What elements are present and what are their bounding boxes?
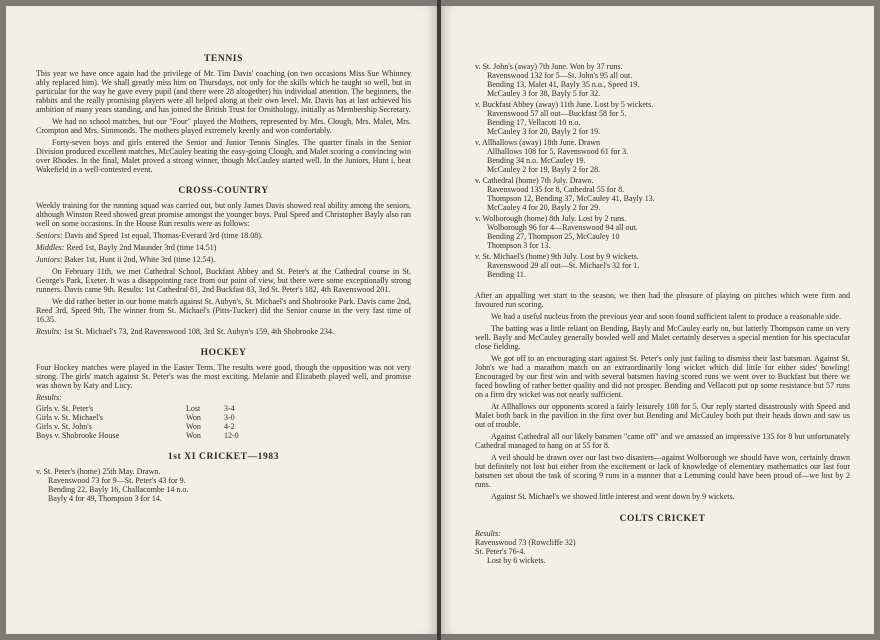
match-line: Ravenswood 57 all out—Buckfast 58 for 5.: [487, 109, 627, 118]
match-header: v. St. Peter's (home) 25th May. Drawn.: [36, 467, 161, 476]
hockey-result: Won: [186, 431, 201, 440]
match-header: v. Allhallows (away) 18th June. Drawn: [475, 138, 601, 147]
colts-results-label: Results:: [475, 529, 501, 538]
colts-line: St. Peter's 76-4.: [475, 547, 526, 556]
hockey-team: Girls v. St. Peter's: [36, 404, 94, 413]
colts-cricket-heading: COLTS CRICKET: [619, 514, 706, 524]
match-line: Bayly 4 for 49, Thompson 3 for 14.: [48, 494, 162, 503]
hockey-result: Won: [186, 422, 201, 431]
left-page: [6, 6, 437, 634]
hockey-results-label: Results:: [36, 393, 62, 402]
match-line: Ravenswood 132 for 5—St. John's 95 all out.: [487, 71, 633, 80]
hockey-team: Girls v. St. John's: [36, 422, 92, 431]
report-paragraph: After an appalling wet start to the season, we then had the pleasure of playing on pitches which were firm and favoured run scoring.: [475, 291, 850, 309]
tennis-paragraph-1: This year we have once again had the privilege of Mr. Tim Davis' coaching (on two occasions Miss Sue Whinney ably replaced him). We shall greatly miss him on Thursdays, not only for the skills which he taught so well, but in particular for the way he gave every pupil (and there were 28 altogether) his individual attention. The beginners, the rabbits and the really promising players were all helped along at their own level. Mr. Davis has at last achieved his ambition of many years standing, and has joined the British Trust for Ornithology, initially as Membership Secretary.: [36, 69, 411, 114]
report-paragraph: A veil should be drawn over our last two disasters—against Wolborough we should have won, certainly drawn but definitely not lost but either from the excitement or lack of knowledge of elementary mathematics our last four batsmen set about the task of scoring 9 runs in a manner that a Lemming could have been proud of—we lost by 2 runs.: [475, 453, 850, 489]
match-header: v. St. Michael's (home) 9th July. Lost by 9 wickets.: [475, 252, 639, 261]
cricket-match-list: [475, 62, 850, 279]
match-line: Allhallows 108 for 5, Ravenswood 61 for 3.: [487, 147, 629, 156]
hockey-score: 3-0: [224, 413, 235, 422]
report-paragraph: Against St. Michael's we showed little interest and went down by 9 wickets.: [491, 492, 735, 501]
hockey-result: Lost: [186, 404, 201, 413]
match-buckfast: [475, 100, 850, 136]
first-xi-cricket-heading: 1st XI CRICKET—1983: [167, 452, 280, 462]
match-st-michaels: [475, 252, 850, 279]
seniors-label: Seniors:: [36, 231, 63, 240]
tennis-paragraph-2: We had no school matches, but our "Four" played the Mothers, represented by Mrs. Clough, Mrs. Malet, Mrs. Crompton and Mrs. Simmonds. The mothers played extremely keenly and won comfortably.: [36, 117, 411, 135]
middles-text: Reed 1st, Bayly 2nd Maunder 3rd (time 14.51): [64, 243, 217, 252]
juniors-label: Juniors:: [36, 255, 63, 264]
match-line: Bending 17, Vellacott 10 n.o.: [487, 118, 581, 127]
match-header: v. Wolborough (home) 8th July. Lost by 2 runs.: [475, 214, 627, 223]
first-xi-cricket-section: [36, 452, 411, 503]
hockey-results-table: [36, 404, 411, 440]
cross-country-results-label: Results:: [36, 327, 62, 336]
tennis-section: [36, 54, 411, 174]
match-line: Bending 11.: [487, 270, 526, 279]
right-page: [441, 6, 874, 634]
report-paragraph: We had a useful nucleus from the previous year and soon found sufficient talent to produce a reasonable side.: [491, 312, 841, 321]
match-line: Ravenswood 29 all out—St. Michael's 32 for 1.: [487, 261, 640, 270]
cricket-report: [475, 291, 850, 501]
report-paragraph: At Allhallows our opponents scored a fairly leisurely 108 for 5. Our reply started disastrously with Speed and Malet both back in the pavilion in the first over but Bending and McCauley both put their heads down and saw us out of trouble.: [475, 402, 850, 429]
report-paragraph: The batting was a little reliant on Bending, Bayly and McCauley early on, but latterly Thompson came on very well. Bayly and McCauley generally bowled well and Malet certainly deserves a special mention for his spectacular close fielding.: [475, 324, 850, 351]
cross-country-home-match: We did rather better in our home match against St. Aubyn's, St. Michael's and Shobrooke Park. Davis came 2nd, Reed 3rd, Speed 9th. The winner from St. Michael's (Pitts-Tucker) did the Senior course in the very fast time of 16.35.: [36, 297, 411, 324]
seniors-text: Davis and Speed 1st equal, Thomas-Everard 3rd (time 18.08).: [62, 231, 263, 240]
hockey-paragraph: Four Hockey matches were played in the Easter Term. The results were good, though the opposition was not very strong. The girls' match against St. Peter's was the most exciting. Melanie and Elizabeth played well, and promise was shown by Katy and Lucy.: [36, 363, 411, 390]
seniors-result: [36, 231, 411, 240]
match-line: Wolborough 96 for 4—Ravenswood 94 all out.: [487, 223, 638, 232]
cross-country-section: [36, 186, 411, 336]
cross-country-intro: Weekly training for the running squad was carried out, but only James Davis showed real ability among the seniors, although Winston Reed showed great promise amongst the younger boys. Paul Speed and Christopher Bayly also ran well on some occasions. In the House Run results were as follows:: [36, 201, 411, 228]
hockey-score: 12-0: [224, 431, 239, 440]
match-header: v. St. John's (away) 7th June. Won by 37 runs.: [475, 62, 623, 71]
report-paragraph: Against Cathedral all our likely batsmen "came off" and we amassed an impressive 135 for 8 but unfortunately Cathedral managed to hang on at 55 for 8.: [475, 432, 850, 450]
juniors-text: Baker 1st, Hunt ii 2nd, White 3rd (time 12.54).: [62, 255, 216, 264]
match-line: Bending 34 n.o. McCauley 19.: [487, 156, 586, 165]
middles-label: Middles:: [36, 243, 65, 252]
tennis-paragraph-3: Forty-seven boys and girls entered the Senior and Junior Tennis Singles. The quarter finals in the Senior Division produced excellent matches, McCauley beating the easy-going Clough, and Malet scoring a convincing win over Rhodes. In the final, Malet proved a strong winner, though McCauley started well. In the Juniors, Hunt i, beat Wakefield in a well-contested event.: [36, 138, 411, 174]
cross-country-results: [36, 327, 411, 336]
match-line: Bending 27, Thompson 25, McCauley 10: [487, 232, 620, 241]
match-st-johns: [475, 62, 850, 98]
table-row: [36, 431, 411, 440]
colts-cricket-section: [475, 514, 850, 565]
match-wolborough: [475, 214, 850, 250]
middles-result: [36, 243, 411, 252]
colts-line: Ravenswood 73 (Rowcliffe 32): [475, 538, 576, 547]
report-paragraph: We got off to an encouraging start against St. Peter's only just failing to dismiss their last batsman. Against St. John's we had a marathon match on an extraordinarily long wicket which did little for either sides' bowling! Encouraged by our first win and with several batsmen having scored runs we went over to Buckfast but there we faced bowling of rather better quality and did not prosper. Bending and Vellacott put up some resistance but 57 runs on a firm dry wicket was not nearly sufficient.: [475, 354, 850, 399]
hockey-score: 4-2: [224, 422, 235, 431]
match-line: McCauley 3 for 20, Bayly 2 for 19.: [487, 127, 601, 136]
match-line: Thompson 12, Bending 37, McCauley 41, Bayly 13.: [487, 194, 655, 203]
colts-line: Lost by 6 wickets.: [487, 556, 546, 565]
match-header: v. Cathedral (home) 7th July. Drawn.: [475, 176, 594, 185]
match-line: McCauley 2 for 19, Bayly 2 for 28.: [487, 165, 601, 174]
match-line: Ravenswood 73 for 9—St. Peter's 43 for 9.: [48, 476, 186, 485]
cross-country-results-text: 1st St. Michael's 73, 2nd Ravenswood 108, 3rd St. Aubyn's 159, 4th Shobrooke 234.: [61, 327, 334, 336]
match-line: Bending 22, Bayly 16, Challacombe 14 n.o.: [48, 485, 189, 494]
hockey-result: Won: [186, 413, 201, 422]
hockey-score: 3-4: [224, 404, 235, 413]
juniors-result: [36, 255, 411, 264]
hockey-team: Girls v. St. Michael's: [36, 413, 103, 422]
cross-country-heading: CROSS-COUNTRY: [178, 186, 269, 196]
match-line: Thompson 3 for 13.: [487, 241, 551, 250]
cross-country-february: On February 11th, we met Cathedral School, Buckfast Abbey and St. Peter's at the Cathedral course in St. George's Park, Exeter. It was a disappointing race from our point of view, but there were some exceptionally strong runners. Davis came 9th. Results: 1st Cathedral 81, 2nd Buckfast 83, 3rd St. Peter's 182, 4th Ravenswood 201.: [36, 267, 411, 294]
table-row: [36, 413, 411, 422]
table-row: [36, 422, 411, 431]
match-cathedral: [475, 176, 850, 212]
hockey-team: Boys v. Shobrooke House: [36, 431, 120, 440]
match-line: McCauley 4 for 20, Bayly 2 for 29.: [487, 203, 601, 212]
match-header: v. Buckfast Abbey (away) 11th June. Lost by 5 wickets.: [475, 100, 654, 109]
hockey-heading: HOCKEY: [200, 348, 247, 358]
match-allhallows: [475, 138, 850, 174]
match-line: Bending 13, Malet 41, Bayly 35 n.o., Speed 19.: [487, 80, 640, 89]
table-row: [36, 404, 411, 413]
tennis-heading: TENNIS: [204, 54, 243, 64]
hockey-section: [36, 348, 411, 440]
match-line: Ravenswood 135 for 8, Cathedral 55 for 8.: [487, 185, 625, 194]
match-line: McCauley 3 for 38, Bayly 5 for 32.: [487, 89, 601, 98]
